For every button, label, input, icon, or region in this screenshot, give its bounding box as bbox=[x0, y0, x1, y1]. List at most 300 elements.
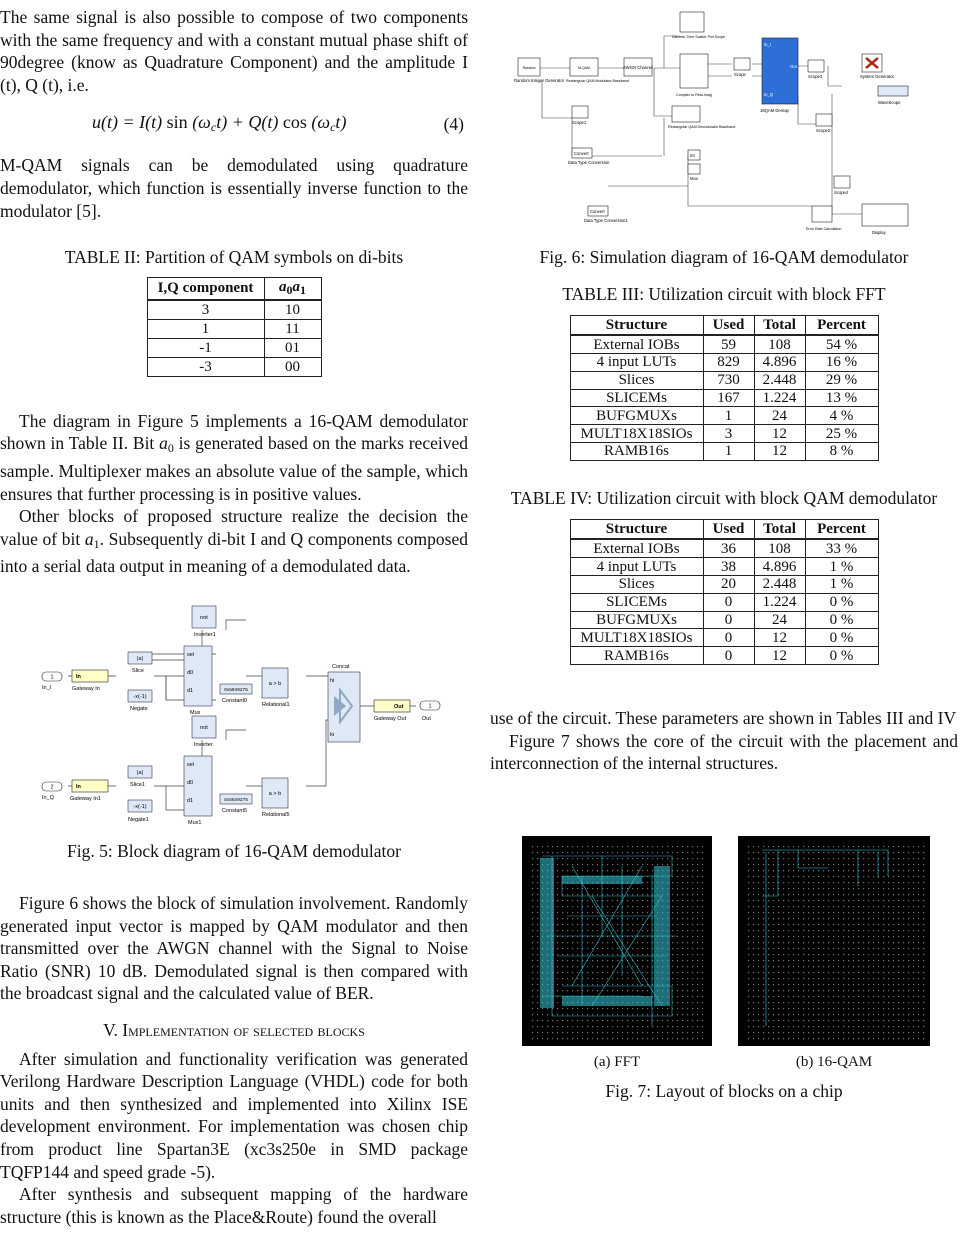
layout-cell bbox=[677, 984, 678, 985]
layout-cell bbox=[537, 966, 538, 967]
layout-cell bbox=[702, 966, 703, 967]
table-cell: 0 % bbox=[805, 647, 878, 665]
layout-cell bbox=[622, 846, 623, 847]
layout-cell bbox=[883, 888, 884, 889]
layout-cell bbox=[622, 1020, 623, 1021]
layout-cell bbox=[843, 942, 844, 943]
table-row bbox=[147, 319, 321, 338]
layout-cell bbox=[702, 996, 703, 997]
layout-cell bbox=[592, 1014, 593, 1015]
layout-cell bbox=[577, 1038, 578, 1039]
layout-cell bbox=[587, 888, 588, 889]
svg-text:Relational1: Relational1 bbox=[262, 702, 290, 708]
layout-cell bbox=[788, 882, 789, 883]
layout-cell bbox=[768, 930, 769, 931]
layout-cell bbox=[793, 870, 794, 871]
layout-cell bbox=[853, 966, 854, 967]
layout-cell bbox=[617, 870, 618, 871]
layout-cell bbox=[692, 942, 693, 943]
layout-cell bbox=[853, 888, 854, 889]
layout-cell bbox=[672, 930, 673, 931]
layout-cell bbox=[853, 1038, 854, 1039]
layout-cell bbox=[612, 1014, 613, 1015]
layout-cell bbox=[677, 852, 678, 853]
layout-cell bbox=[868, 882, 869, 883]
layout-cell bbox=[768, 882, 769, 883]
layout-cell bbox=[632, 864, 633, 865]
layout-cell bbox=[818, 1020, 819, 1021]
layout-cell bbox=[813, 858, 814, 859]
layout-cell bbox=[828, 954, 829, 955]
layout-cell bbox=[853, 918, 854, 919]
table-cell: 29 % bbox=[805, 371, 878, 389]
layout-cell bbox=[808, 1014, 809, 1015]
layout-cell bbox=[577, 870, 578, 871]
layout-cell bbox=[753, 852, 754, 853]
layout-cell bbox=[813, 930, 814, 931]
layout-cell bbox=[893, 930, 894, 931]
layout-cell bbox=[818, 1002, 819, 1003]
table-cell: RAMB16s bbox=[570, 647, 703, 665]
layout-cell bbox=[893, 894, 894, 895]
layout-cell bbox=[903, 1008, 904, 1009]
layout-cell bbox=[677, 942, 678, 943]
layout-cell bbox=[582, 858, 583, 859]
layout-cell bbox=[918, 852, 919, 853]
layout-cell bbox=[537, 990, 538, 991]
table-cell: 2.448 bbox=[754, 371, 805, 389]
layout-cell bbox=[597, 978, 598, 979]
layout-cell bbox=[642, 1020, 643, 1021]
layout-cell bbox=[898, 996, 899, 997]
layout-cell bbox=[918, 990, 919, 991]
layout-cell bbox=[828, 864, 829, 865]
layout-cell bbox=[783, 996, 784, 997]
layout-cell bbox=[758, 972, 759, 973]
layout-cell bbox=[863, 1032, 864, 1033]
layout-cell bbox=[612, 978, 613, 979]
layout-cell bbox=[697, 846, 698, 847]
layout-cell bbox=[748, 984, 749, 985]
layout-cell bbox=[617, 894, 618, 895]
layout-cell bbox=[893, 924, 894, 925]
layout-cell bbox=[697, 852, 698, 853]
layout-cell bbox=[687, 906, 688, 907]
layout-cell bbox=[923, 1002, 924, 1003]
layout-cell bbox=[537, 846, 538, 847]
layout-cell bbox=[803, 930, 804, 931]
svg-text:Gateway In1: Gateway In1 bbox=[70, 796, 101, 802]
layout-cell bbox=[587, 864, 588, 865]
table-header: Percent bbox=[805, 520, 878, 540]
layout-cell bbox=[677, 876, 678, 877]
table-cell: 12 bbox=[754, 442, 805, 460]
layout-cell bbox=[778, 918, 779, 919]
layout-cell bbox=[748, 960, 749, 961]
table-row bbox=[570, 647, 878, 665]
layout-cell bbox=[748, 990, 749, 991]
layout-cell bbox=[923, 918, 924, 919]
layout-cell bbox=[687, 990, 688, 991]
layout-cell bbox=[768, 876, 769, 877]
layout-cell bbox=[577, 924, 578, 925]
layout-cell bbox=[627, 990, 628, 991]
layout-cell bbox=[672, 912, 673, 913]
layout-cell bbox=[783, 906, 784, 907]
layout-cell bbox=[768, 864, 769, 865]
layout-cell bbox=[893, 1032, 894, 1033]
layout-cell bbox=[692, 960, 693, 961]
layout-cell bbox=[748, 1002, 749, 1003]
layout-cell bbox=[758, 894, 759, 895]
layout-cell bbox=[803, 846, 804, 847]
layout-cell bbox=[823, 966, 824, 967]
layout-cell bbox=[647, 852, 648, 853]
layout-cell bbox=[833, 960, 834, 961]
svg-text:sel: sel bbox=[187, 652, 195, 658]
layout-cell bbox=[692, 990, 693, 991]
layout-cell bbox=[597, 864, 598, 865]
layout-cell bbox=[903, 948, 904, 949]
layout-cell bbox=[813, 1032, 814, 1033]
layout-cell bbox=[532, 888, 533, 889]
layout-cell bbox=[898, 918, 899, 919]
layout-cell bbox=[888, 930, 889, 931]
table4 bbox=[570, 519, 879, 665]
layout-cell bbox=[577, 858, 578, 859]
layout-cell bbox=[918, 858, 919, 859]
layout-cell bbox=[652, 1026, 653, 1027]
layout-cell bbox=[858, 996, 859, 997]
layout-cell bbox=[773, 924, 774, 925]
layout-cell bbox=[803, 990, 804, 991]
layout-cell bbox=[823, 864, 824, 865]
layout-cell bbox=[798, 966, 799, 967]
layout-cell bbox=[557, 1014, 558, 1015]
layout-cell bbox=[773, 900, 774, 901]
layout-cell bbox=[868, 1026, 869, 1027]
layout-cell bbox=[803, 1002, 804, 1003]
layout-cell bbox=[848, 858, 849, 859]
layout-cell bbox=[918, 1002, 919, 1003]
layout-cell bbox=[918, 906, 919, 907]
svg-text:not: not bbox=[200, 615, 208, 621]
layout-cell bbox=[893, 888, 894, 889]
layout-cell bbox=[798, 894, 799, 895]
layout-cell bbox=[913, 966, 914, 967]
layout-cell bbox=[612, 1032, 613, 1033]
layout-cell bbox=[908, 984, 909, 985]
layout-cell bbox=[908, 930, 909, 931]
layout-cell bbox=[853, 858, 854, 859]
layout-cell bbox=[803, 1026, 804, 1027]
layout-cell bbox=[898, 972, 899, 973]
layout-cell bbox=[793, 978, 794, 979]
svg-text:WaveScope: WaveScope bbox=[878, 100, 901, 105]
layout-cell bbox=[537, 1002, 538, 1003]
layout-cell bbox=[768, 870, 769, 871]
layout-cell bbox=[913, 846, 914, 847]
layout-cell bbox=[768, 858, 769, 859]
fig5-block-diagram bbox=[36, 600, 452, 830]
layout-cell bbox=[903, 942, 904, 943]
layout-cell bbox=[813, 924, 814, 925]
layout-cell bbox=[833, 1032, 834, 1033]
svg-text:16QAM Demap: 16QAM Demap bbox=[760, 108, 789, 113]
layout-cell bbox=[913, 1026, 914, 1027]
layout-cell bbox=[803, 912, 804, 913]
layout-cell bbox=[768, 1026, 769, 1027]
layout-cell bbox=[557, 954, 558, 955]
layout-cell bbox=[898, 912, 899, 913]
layout-cell bbox=[552, 852, 553, 853]
layout-cell bbox=[682, 906, 683, 907]
layout-cell bbox=[773, 852, 774, 853]
layout-cell bbox=[557, 942, 558, 943]
layout-cell bbox=[682, 900, 683, 901]
layout-cell bbox=[813, 912, 814, 913]
layout-cell bbox=[597, 900, 598, 901]
layout-cell bbox=[923, 990, 924, 991]
layout-cell bbox=[833, 876, 834, 877]
layout-cell bbox=[908, 936, 909, 937]
layout-cell bbox=[587, 948, 588, 949]
layout-cell bbox=[537, 972, 538, 973]
layout-cell bbox=[753, 906, 754, 907]
table-header: Total bbox=[754, 316, 805, 336]
layout-cell bbox=[607, 1032, 608, 1033]
layout-cell bbox=[582, 852, 583, 853]
layout-cell bbox=[793, 852, 794, 853]
layout-cell bbox=[642, 906, 643, 907]
layout-cell bbox=[843, 918, 844, 919]
layout-cell bbox=[672, 960, 673, 961]
layout-cell bbox=[913, 882, 914, 883]
layout-cell bbox=[532, 1020, 533, 1021]
svg-text:lo: lo bbox=[330, 732, 335, 738]
layout-cell bbox=[763, 906, 764, 907]
layout-cell bbox=[702, 876, 703, 877]
layout-cell bbox=[627, 888, 628, 889]
layout-cell bbox=[793, 960, 794, 961]
layout-cell bbox=[803, 1038, 804, 1039]
layout-cell bbox=[768, 960, 769, 961]
layout-cell bbox=[692, 870, 693, 871]
layout-cell bbox=[778, 1032, 779, 1033]
layout-cell bbox=[923, 960, 924, 961]
layout-cell bbox=[697, 882, 698, 883]
layout-cell bbox=[793, 1002, 794, 1003]
layout-cell bbox=[863, 894, 864, 895]
layout-cell bbox=[532, 954, 533, 955]
layout-cell bbox=[547, 1038, 548, 1039]
layout-cell bbox=[572, 1038, 573, 1039]
layout-cell bbox=[682, 1020, 683, 1021]
layout-cell bbox=[567, 942, 568, 943]
layout-cell bbox=[697, 894, 698, 895]
layout-cell bbox=[768, 846, 769, 847]
layout-cell bbox=[778, 1002, 779, 1003]
layout-cell bbox=[572, 930, 573, 931]
layout-cell bbox=[567, 984, 568, 985]
layout-cell bbox=[798, 996, 799, 997]
layout-cell bbox=[873, 924, 874, 925]
table-cell: 730 bbox=[703, 371, 754, 389]
layout-cell bbox=[788, 942, 789, 943]
layout-cell bbox=[637, 1008, 638, 1009]
layout-cell bbox=[903, 876, 904, 877]
layout-cell bbox=[692, 894, 693, 895]
layout-cell bbox=[632, 846, 633, 847]
layout-cell bbox=[903, 888, 904, 889]
layout-cell bbox=[868, 906, 869, 907]
layout-cell bbox=[888, 990, 889, 991]
layout-cell bbox=[672, 1020, 673, 1021]
layout-cell bbox=[682, 918, 683, 919]
layout-cell bbox=[898, 960, 899, 961]
layout-cell bbox=[863, 924, 864, 925]
layout-cell bbox=[833, 1002, 834, 1003]
layout-cell bbox=[808, 864, 809, 865]
layout-cell bbox=[818, 1026, 819, 1027]
layout-cell bbox=[642, 900, 643, 901]
layout-cell bbox=[903, 858, 904, 859]
layout-cell bbox=[823, 894, 824, 895]
layout-cell bbox=[617, 912, 618, 913]
slice-block bbox=[128, 652, 152, 674]
layout-cell bbox=[818, 1032, 819, 1033]
layout-cell bbox=[627, 972, 628, 973]
layout-cell bbox=[532, 894, 533, 895]
layout-cell bbox=[793, 930, 794, 931]
layout-cell bbox=[682, 936, 683, 937]
layout-cell bbox=[788, 888, 789, 889]
layout-cell bbox=[607, 888, 608, 889]
layout-cell bbox=[587, 858, 588, 859]
layout-cell bbox=[843, 1002, 844, 1003]
layout-cell bbox=[617, 1014, 618, 1015]
layout-cell bbox=[677, 1008, 678, 1009]
layout-cell bbox=[632, 966, 633, 967]
layout-cell bbox=[557, 852, 558, 853]
fig7-caption-wrap bbox=[490, 1080, 958, 1103]
layout-cell bbox=[632, 1020, 633, 1021]
svg-text:|a|: |a| bbox=[137, 656, 143, 662]
layout-cell bbox=[577, 942, 578, 943]
layout-cell bbox=[793, 948, 794, 949]
layout-cell bbox=[778, 954, 779, 955]
layout-cell bbox=[547, 1014, 548, 1015]
layout-cell bbox=[647, 1020, 648, 1021]
layout-cell bbox=[828, 1002, 829, 1003]
layout-cell bbox=[677, 978, 678, 979]
svg-text:Inverter1: Inverter1 bbox=[194, 632, 216, 638]
layout-cell bbox=[778, 948, 779, 949]
layout-cell bbox=[828, 870, 829, 871]
layout-cell bbox=[838, 1002, 839, 1003]
layout-cell bbox=[878, 996, 879, 997]
layout-cell bbox=[848, 990, 849, 991]
layout-cell bbox=[547, 1020, 548, 1021]
layout-cell bbox=[753, 990, 754, 991]
layout-cell bbox=[883, 858, 884, 859]
layout-cell bbox=[748, 912, 749, 913]
layout-cell bbox=[778, 1038, 779, 1039]
svg-text:Error Rate Calculation: Error Rate Calculation bbox=[806, 227, 842, 231]
layout-cell bbox=[532, 1008, 533, 1009]
layout-cell bbox=[863, 870, 864, 871]
layout-cell bbox=[778, 984, 779, 985]
layout-cell bbox=[893, 1002, 894, 1003]
layout-cell bbox=[783, 864, 784, 865]
layout-cell bbox=[828, 1026, 829, 1027]
layout-cell bbox=[868, 936, 869, 937]
layout-cell bbox=[823, 888, 824, 889]
layout-cell bbox=[828, 1032, 829, 1033]
table-row bbox=[570, 353, 878, 371]
layout-cell bbox=[843, 900, 844, 901]
layout-cell bbox=[838, 1014, 839, 1015]
layout-cell bbox=[597, 894, 598, 895]
layout-cell bbox=[647, 960, 648, 961]
layout-cell bbox=[602, 954, 603, 955]
layout-cell bbox=[768, 1014, 769, 1015]
layout-cell bbox=[557, 1002, 558, 1003]
layout-cell bbox=[898, 1020, 899, 1021]
layout-cell bbox=[597, 1014, 598, 1015]
layout-cell bbox=[858, 960, 859, 961]
layout-cell bbox=[637, 1020, 638, 1021]
layout-cell bbox=[813, 1014, 814, 1015]
layout-cell bbox=[702, 1008, 703, 1009]
layout-cell bbox=[848, 846, 849, 847]
layout-cell bbox=[572, 1020, 573, 1021]
layout-cell bbox=[848, 1002, 849, 1003]
layout-cell bbox=[903, 882, 904, 883]
layout-cell bbox=[537, 1014, 538, 1015]
layout-cell bbox=[572, 960, 573, 961]
layout-cell bbox=[582, 1014, 583, 1015]
layout-cell bbox=[798, 918, 799, 919]
layout-cell bbox=[773, 978, 774, 979]
layout-cell bbox=[878, 990, 879, 991]
layout-cell bbox=[763, 858, 764, 859]
table-cell: 1 % bbox=[805, 558, 878, 576]
layout-cell bbox=[763, 918, 764, 919]
layout-cell bbox=[778, 960, 779, 961]
layout-cell bbox=[773, 870, 774, 871]
layout-cell bbox=[758, 1014, 759, 1015]
layout-cell bbox=[913, 888, 914, 889]
layout-cell bbox=[923, 996, 924, 997]
layout-cell bbox=[918, 996, 919, 997]
layout-cell bbox=[848, 870, 849, 871]
layout-cell bbox=[557, 894, 558, 895]
layout-cell bbox=[637, 888, 638, 889]
layout-cell bbox=[758, 870, 759, 871]
layout-cell bbox=[592, 858, 593, 859]
svg-text:Slice: Slice bbox=[132, 668, 144, 674]
layout-cell bbox=[607, 1008, 608, 1009]
svg-text:d0: d0 bbox=[187, 670, 194, 676]
layout-cell bbox=[637, 942, 638, 943]
layout-cell bbox=[778, 942, 779, 943]
layout-cell bbox=[783, 852, 784, 853]
layout-cell bbox=[612, 888, 613, 889]
layout-cell bbox=[913, 954, 914, 955]
layout-cell bbox=[923, 900, 924, 901]
layout-cell bbox=[878, 984, 879, 985]
